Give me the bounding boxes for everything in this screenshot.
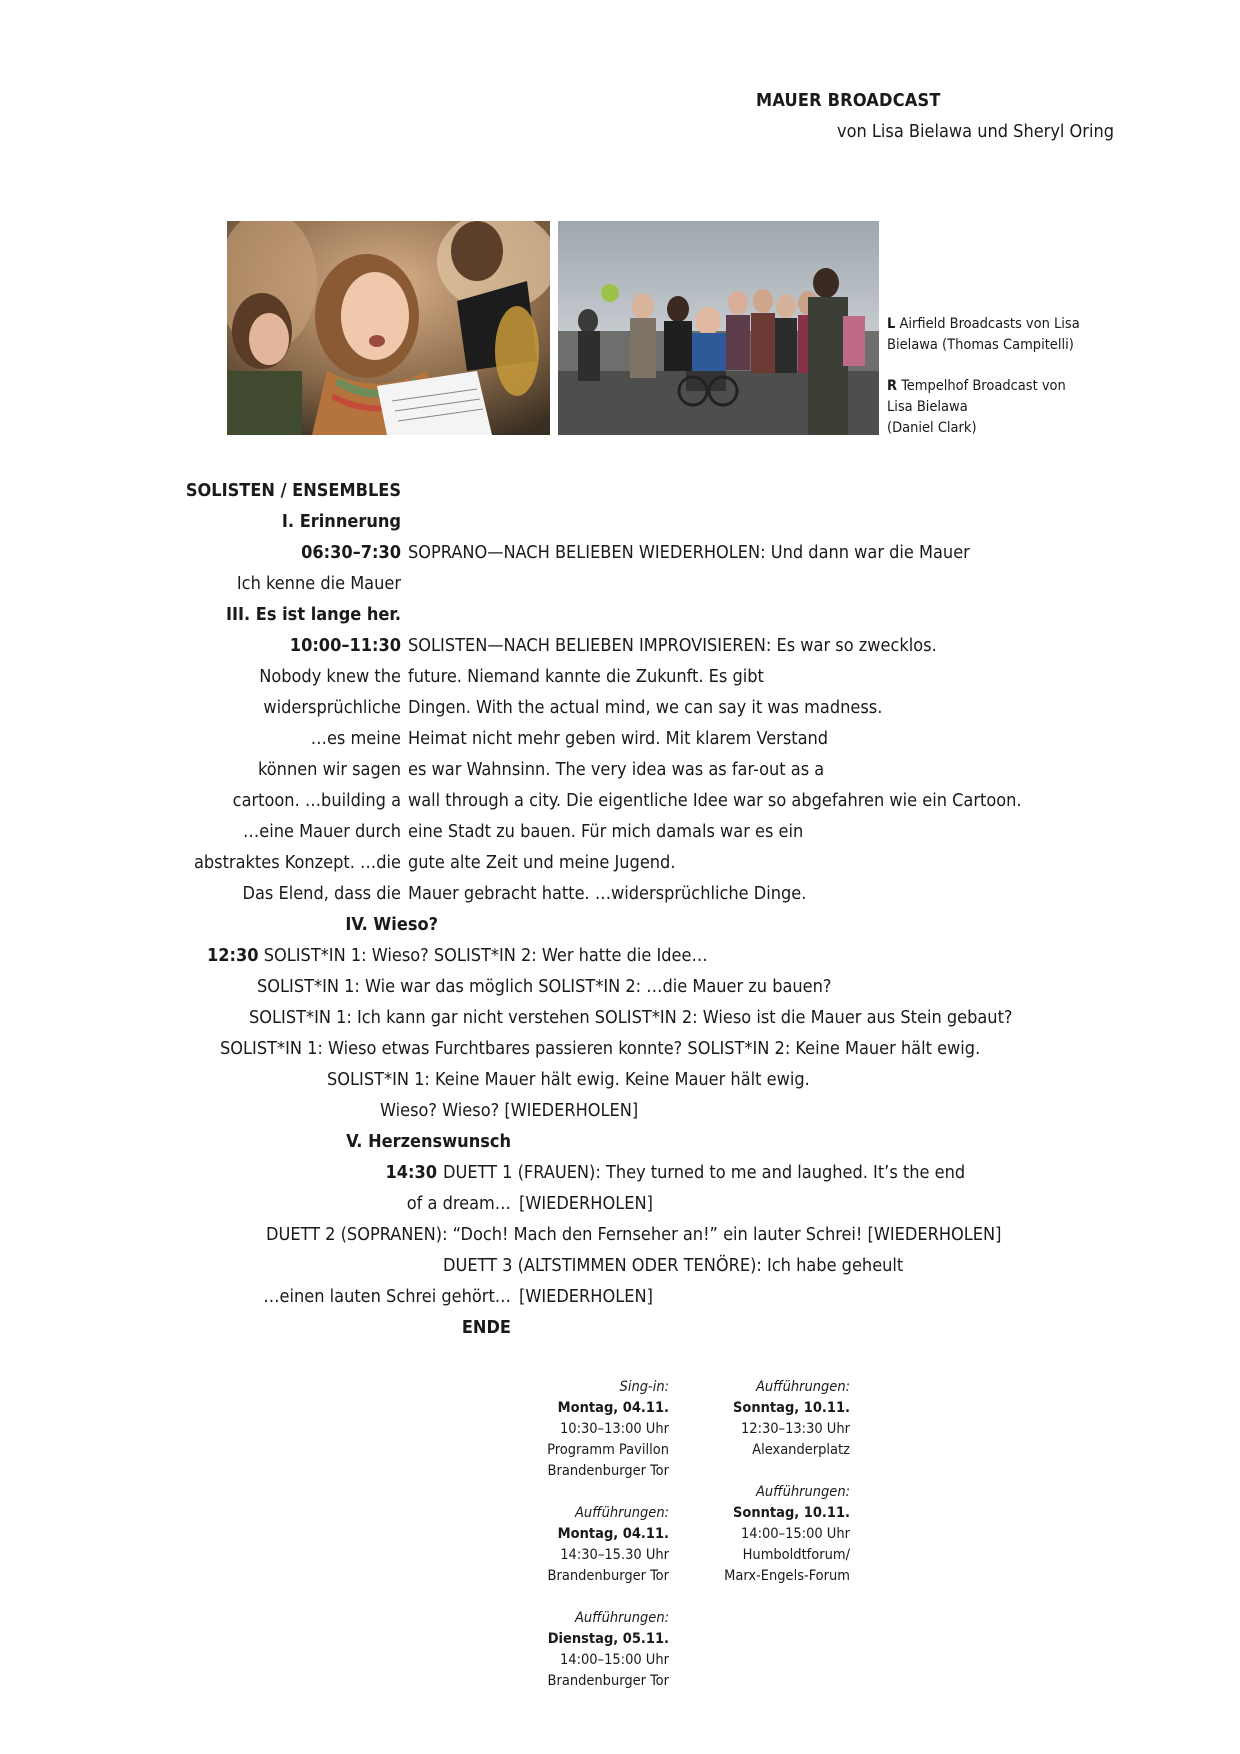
score-line: SOLISTEN—NACH BELIEBEN IMPROVISIEREN: Es war so zwecklos. [408, 635, 937, 656]
schedule-label: Aufführungen: [574, 1610, 669, 1626]
score-line-right: es war Wahnsinn. The very idea was as far-out as a [408, 759, 825, 780]
caption-right-line3: (Daniel Clark) [887, 420, 977, 436]
schedule-date: Sonntag, 10.11. [732, 1400, 850, 1416]
schedule-place: Marx-Engels-Forum [724, 1568, 850, 1584]
score-line-left: können wir sagen [258, 759, 401, 780]
score-line-right: future. Niemand kannte die Zukunft. Es gibt [408, 666, 764, 687]
caption-left-marker: L [887, 316, 896, 332]
schedule-time: 14:00–15:00 Uhr [559, 1652, 669, 1668]
document-authors: von Lisa Bielawa und Sheryl Oring [836, 121, 1114, 142]
schedule-time: 14:30–15.30 Uhr [560, 1547, 669, 1563]
score-line-left: …eine Mauer durch [243, 821, 401, 842]
section-heading-3: III. Es ist lange her. [225, 604, 401, 625]
score-line-right: eine Stadt zu bauen. Für mich damals war es ein [408, 821, 804, 842]
score-line-left: widersprüchliche [263, 697, 401, 718]
section-heading-5: V. Herzenswunsch [346, 1131, 511, 1152]
score-line-right: [WIEDERHOLEN] [519, 1193, 653, 1214]
score-line-left: …einen lauten Schrei gehört… [263, 1286, 511, 1307]
section-heading-4: IV. Wieso? [345, 914, 438, 935]
caption-left-line1: Airfield Broadcasts von Lisa [899, 316, 1080, 332]
score-line: SOLIST*IN 1: Wieso etwas Furchtbares passieren konnte? SOLIST*IN 2: Keine Mauer hält ewig. [220, 1038, 981, 1059]
photo-right-outdoor-choir [558, 221, 879, 435]
schedule-date: Sonntag, 10.11. [732, 1505, 850, 1521]
schedule-time: 14:00–15:00 Uhr [740, 1526, 850, 1542]
schedule-time: 10:30–13:00 Uhr [559, 1421, 669, 1437]
score-line-left: …es meine [310, 728, 401, 749]
schedule-label: Aufführungen: [574, 1505, 669, 1521]
score-line-left: abstraktes Konzept. …die [193, 852, 401, 873]
document-title: MAUER BROADCAST [756, 90, 941, 111]
schedule-label: Sing-in: [619, 1379, 669, 1395]
score-line: Ich kenne die Mauer [236, 573, 401, 594]
end-marker: ENDE [461, 1317, 511, 1338]
time-3: 10:00–11:30 [289, 635, 401, 656]
caption-right-line1: Tempelhof Broadcast von [901, 378, 1066, 394]
score-line: SOPRANO—NACH BELIEBEN WIEDERHOLEN: Und dann war die Mauer [408, 542, 970, 563]
score-line: SOLIST*IN 1: Keine Mauer hält ewig. Keine Mauer hält ewig. [327, 1069, 810, 1090]
schedule-place: Humboldtforum/ [742, 1547, 850, 1563]
section-heading-1: I. Erinnerung [281, 511, 401, 532]
score-heading: SOLISTEN / ENSEMBLES [185, 480, 401, 501]
schedule-date: Montag, 04.11. [557, 1526, 669, 1542]
time-4: 12:30 [207, 945, 259, 966]
schedule-left [547, 1377, 669, 1692]
time-5: 14:30 [385, 1162, 437, 1183]
score-line-left: cartoon. …building a [232, 790, 401, 811]
score-line-right: Heimat nicht mehr geben wird. Mit klarem Verstand [408, 728, 829, 749]
score-line: SOLIST*IN 1: Wieso? SOLIST*IN 2: Wer hatte die Idee… [263, 945, 708, 966]
score-line: DUETT 2 (SOPRANEN): “Doch! Mach den Fernseher an!” ein lauter Schrei! [WIEDERHOLEN] [266, 1224, 1002, 1245]
score-line-right: Dingen. With the actual mind, we can say it was madness. [408, 697, 883, 718]
score-line-left: Das Elend, dass die [242, 883, 401, 904]
schedule-label: Aufführungen: [755, 1484, 850, 1500]
score-line-left: of a dream… [406, 1193, 511, 1214]
caption-left [887, 314, 1080, 356]
schedule-time: 12:30–13:30 Uhr [740, 1421, 850, 1437]
schedule-place: Alexanderplatz [752, 1442, 850, 1458]
score-line-right: Mauer gebracht hatte. …widersprüchliche Dinge. [408, 883, 807, 904]
caption-left-line2: Bielawa (Thomas Campitelli) [887, 337, 1074, 353]
time-4-line [207, 940, 708, 971]
score-line-right: wall through a city. Die eigentliche Idee war so abgefahren wie ein Cartoon. [408, 790, 1022, 811]
schedule-place: Programm Pavillon [547, 1442, 669, 1458]
schedule-label: Aufführungen: [755, 1379, 850, 1395]
time-1: 06:30–7:30 [301, 542, 401, 563]
photo-left-choir-singer [227, 221, 550, 435]
score-line: DUETT 3 (ALTSTIMMEN ODER TENÖRE): Ich habe geheult [443, 1255, 904, 1276]
caption-right-line2: Lisa Bielawa [887, 399, 968, 415]
score-line-left: Nobody knew the [259, 666, 401, 687]
schedule-date: Montag, 04.11. [557, 1400, 669, 1416]
score-line: SOLIST*IN 1: Wie war das möglich SOLIST*IN 2: …die Mauer zu bauen? [257, 976, 832, 997]
schedule-place: Brandenburger Tor [547, 1568, 669, 1584]
score-line: Wieso? Wieso? [WIEDERHOLEN] [380, 1100, 639, 1121]
schedule-place: Brandenburger Tor [547, 1673, 669, 1689]
score-line-right: gute alte Zeit und meine Jugend. [408, 852, 676, 873]
score-line: DUETT 1 (FRAUEN): They turned to me and laughed. It’s the end [443, 1162, 966, 1183]
caption-right-marker: R [887, 378, 898, 394]
score-line-right: [WIEDERHOLEN] [519, 1286, 653, 1307]
schedule-right [724, 1377, 850, 1587]
caption-right [887, 376, 1066, 439]
score-line: SOLIST*IN 1: Ich kann gar nicht verstehen SOLIST*IN 2: Wieso ist die Mauer aus Stein gebaut? [249, 1007, 1013, 1028]
schedule-date: Dienstag, 05.11. [547, 1631, 669, 1647]
schedule-place: Brandenburger Tor [547, 1463, 669, 1479]
